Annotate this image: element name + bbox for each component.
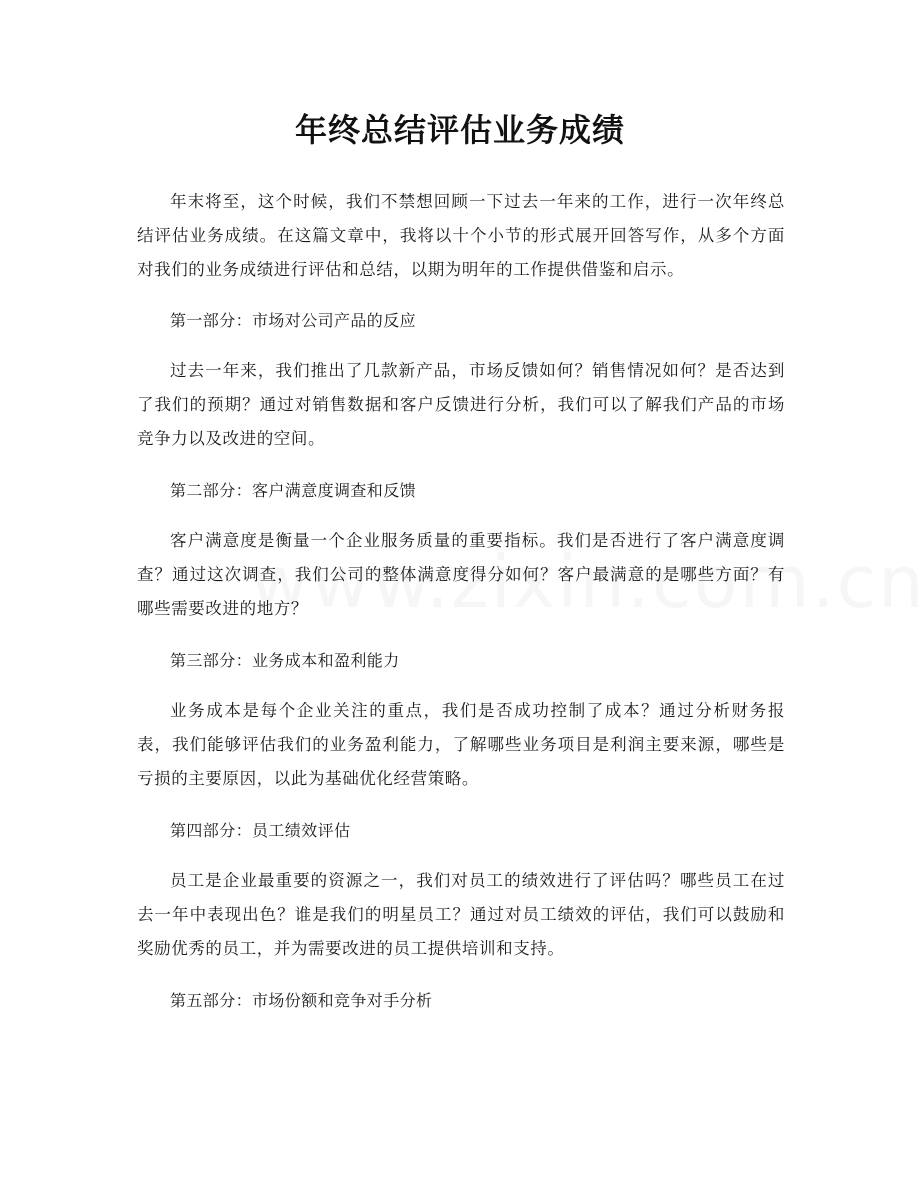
section-3-heading: 第三部分：业务成本和盈利能力 [170, 651, 400, 670]
section-4-heading: 第四部分：员工绩效评估 [170, 821, 351, 840]
section-1-body: 过去一年来，我们推出了几款新产品，市场反馈如何？销售情况如何？是否达到了我们的预期？通过对销售数据和客户反馈进行分析，我们可以了解我们产品的市场竞争力以及改进的空间。 [137, 361, 785, 448]
section-3-body: 业务成本是每个企业关注的重点，我们是否成功控制了成本？通过分析财务报表，我们能够评估我们的业务盈利能力，了解哪些业务项目是利润主要来源，哪些是亏损的主要原因，以此为基础优化经营策略。 [137, 701, 785, 788]
section-4-body: 员工是企业最重要的资源之一，我们对员工的绩效进行了评估吗？哪些员工在过去一年中表现出色？谁是我们的明星员工？通过对员工绩效的评估，我们可以鼓励和奖励优秀的员工，并为需要改进的员工提供培训和支持。 [137, 871, 785, 958]
document-title: 年终总结评估业务成绩 [294, 111, 625, 149]
section-5-heading: 第五部分：市场份额和竞争对手分析 [170, 991, 433, 1010]
section-2-heading: 第二部分：客户满意度调查和反馈 [170, 481, 417, 500]
intro-paragraph: 年末将至，这个时候，我们不禁想回顾一下过去一年来的工作，进行一次年终总结评估业务成绩。在这篇文章中，我将以十个小节的形式展开回答写作，从多个方面对我们的业务成绩进行评估和总结，以期为明年的工作提供借鉴和启示。 [137, 192, 785, 279]
section-1-heading: 第一部分：市场对公司产品的反应 [170, 311, 417, 330]
section-2-body: 客户满意度是衡量一个企业服务质量的重要指标。我们是否进行了客户满意度调查？通过这次调查，我们公司的整体满意度得分如何？客户最满意的是哪些方面？有哪些需要改进的地方？ [137, 531, 785, 618]
